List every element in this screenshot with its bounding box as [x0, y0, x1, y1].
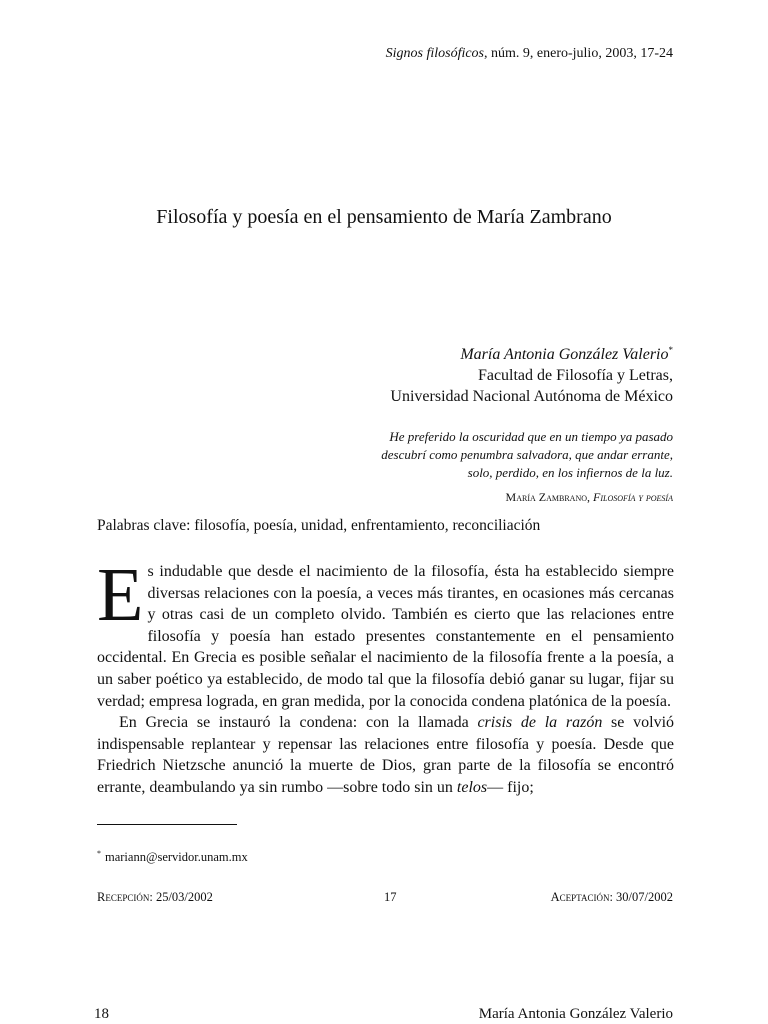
footnote-divider	[97, 824, 237, 825]
page-number: 17	[384, 890, 397, 904]
footnote-mark: *	[97, 849, 101, 858]
emphasis-telos: telos	[456, 778, 488, 796]
emphasis-crisis: crisis de la razón	[477, 714, 603, 732]
epigraph-source-work: Filosofía y poesía	[593, 490, 673, 504]
body-paragraph-1-text: s indudable que desde el nacimiento de la filosofía, ésta ha establecido siempre diversas relaciones con la poesía, a veces más tirantes, en ocasiones más cercanas y otras casi de un completo olvido. También es cierto que las relaciones entre filosofía y poesía han estado presentes constantemente en el pensamiento occidental. En Grecia es posible señalar el nacimiento de la filosofía frente a la poesía, a un saber poético ya establecido, de modo tal que la filosofía debió ganar su lugar, fijar su verdad; empresa lograda, en gran medida, por la conocida condena platónica de la poesía.	[97, 563, 674, 710]
received-label: Recepción:	[97, 890, 153, 904]
body-paragraph-2	[97, 712, 674, 798]
epigraph-line-3: solo, perdido, en los infiernos de la luz.	[467, 465, 673, 480]
keywords: Palabras clave: filosofía, poesía, unidad, enfrentamiento, reconciliación	[97, 517, 541, 534]
epigraph-source-author: María Zambrano,	[505, 490, 590, 504]
author-name-line	[390, 340, 673, 365]
accepted-date-line	[551, 890, 673, 905]
accepted-label: Aceptación:	[550, 890, 613, 904]
journal-citation: , núm. 9, enero-julio, 2003, 17-24	[484, 46, 673, 61]
author-affiliation-2: Universidad Nacional Autónoma de México	[390, 388, 673, 405]
article-body	[97, 553, 675, 799]
body-paragraph-2-text-a: En Grecia se instauró la condena: con la llamada	[119, 714, 478, 732]
body-paragraph-2-text-c: — fijo;	[487, 778, 534, 796]
accepted-date: 30/07/2002	[616, 890, 673, 904]
drop-cap: E	[97, 553, 144, 637]
author-name: María Antonia González Valerio	[460, 346, 669, 363]
epigraph-line-1: He preferido la oscuridad que en un tiempo ya pasado	[389, 429, 673, 444]
author-affiliation-1: Facultad de Filosofía y Letras,	[477, 367, 673, 384]
epigraph-line-2: descubrí como penumbra salvadora, que andar errante,	[381, 447, 673, 462]
footnote-email[interactable]: mariann@servidor.unam.mx	[105, 850, 248, 864]
received-date: 25/03/2002	[155, 890, 213, 904]
footnote	[97, 849, 248, 865]
body-paragraph-2-text-b: se volvió indispensable replantear y repensar las relaciones entre filosofía y poesía. Desde que Friedrich Nietzsche anunció la muerte de Dios, gran parte de la filosofía se encontró errante, deambulando ya sin rumbo —sobre todo sin un	[97, 714, 675, 796]
received-date-line	[97, 890, 213, 905]
epigraph-source	[506, 490, 673, 505]
next-page-number: 18	[94, 1006, 109, 1022]
epigraph	[381, 428, 673, 482]
author-block	[390, 340, 673, 407]
body-paragraph-1	[97, 553, 674, 712]
journal-name: Signos filosóficos	[385, 46, 485, 61]
next-page-author: María Antonia González Valerio	[478, 1006, 673, 1022]
author-footnote-mark: *	[668, 345, 673, 355]
article-title: Filosofía y poesía en el pensamiento de María Zambrano	[156, 206, 612, 228]
running-header	[386, 46, 673, 62]
